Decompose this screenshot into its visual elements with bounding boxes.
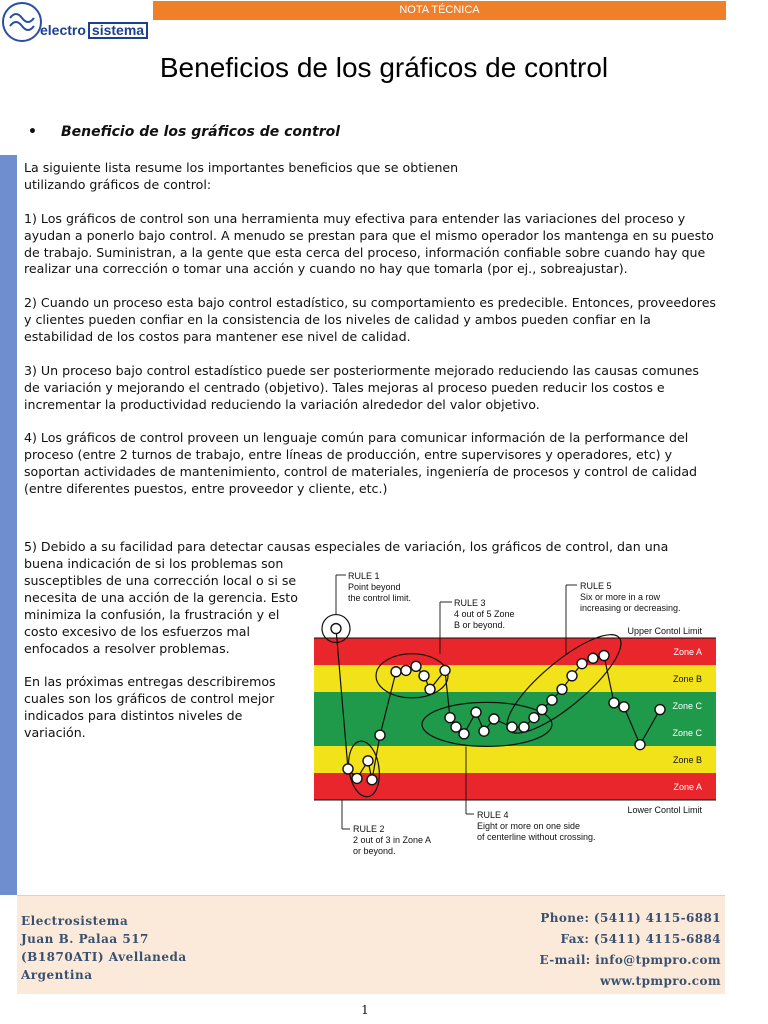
- rule4-text-3: of centerline without crossing.: [477, 832, 596, 842]
- data-point-24: [557, 684, 567, 694]
- rule3-text-1: RULE 3: [454, 598, 486, 608]
- footer-contact: [539, 908, 721, 992]
- footer-street: Juan B. Palaa 517: [21, 932, 149, 946]
- footer-country: Argentina: [21, 968, 93, 982]
- wrapped-text-column: [24, 556, 306, 759]
- rule2-text-2: 2 out of 3 in Zone A: [353, 835, 432, 845]
- rule2-text-3: or beyond.: [353, 846, 396, 856]
- page-number: 1: [361, 1003, 369, 1017]
- header-banner: NOTA TÉCNICA: [153, 1, 726, 20]
- data-point-11: [425, 684, 435, 694]
- rule4-text-2: Eight or more on one side: [477, 821, 581, 831]
- data-point-25: [567, 671, 577, 681]
- lower-limit-label: Lower Contol Limit: [627, 805, 702, 815]
- rule5-text-1: RULE 5: [580, 581, 612, 591]
- benefit-2: 2) Cuando un proceso esta bajo control estadístico, su comportamiento es predecible. Entonces, proveedores y clientes pueden confiar en la consistencia de los niveles de calidad y ambos pueden confiar en la estabilidad de los costos para mantener ese nivel de calidad.: [24, 295, 716, 345]
- zone-label-5: Zone B: [672, 755, 702, 765]
- rule5-text-2: Six or more in a row: [580, 592, 661, 602]
- logo-emblem: [2, 2, 42, 42]
- data-point-8: [401, 665, 411, 675]
- zone-band-1: [314, 638, 716, 665]
- rule4-text-1: RULE 4: [477, 810, 509, 820]
- data-point-5: [367, 775, 377, 785]
- data-point-19: [507, 722, 517, 732]
- benefit-5-first-line: 5) Debido a su facilidad para detectar causas especiales de variación, los gráficos de control, dan una: [24, 539, 669, 554]
- data-point-9: [411, 661, 421, 671]
- data-point-10: [419, 671, 429, 681]
- bullet-dot: •: [28, 124, 37, 140]
- upper-limit-label: Upper Contol Limit: [627, 626, 702, 636]
- data-point-28: [599, 651, 609, 661]
- data-point-1: [331, 624, 341, 634]
- footer: [17, 896, 725, 994]
- data-point-2: [343, 764, 353, 774]
- rule2-text-1: RULE 2: [353, 824, 385, 834]
- footer-fax: Fax: (5411) 4115-6884: [560, 932, 721, 946]
- data-point-30: [619, 702, 629, 712]
- zone-label-4: Zone C: [672, 728, 702, 738]
- closing-paragraph: En las próximas entregas describiremos cuales son los gráficos de control mejor indicados para distintos niveles de variación.: [24, 674, 276, 741]
- intro-paragraph: La siguiente lista resume los importantes beneficios que se obtienen utilizando gráficos de control:: [24, 160, 459, 192]
- data-point-3: [352, 773, 362, 783]
- company-logo: [2, 2, 152, 46]
- zone-band-2: [314, 665, 716, 692]
- section-heading-text: Beneficio de los gráficos de control: [60, 124, 341, 140]
- rule5-text-3: increasing or decreasing.: [580, 603, 681, 613]
- control-chart: [312, 562, 722, 872]
- rule3-text-2: 4 out of 5 Zone: [454, 609, 515, 619]
- rule1-text-3: the control limit.: [348, 593, 412, 603]
- data-point-13: [445, 713, 455, 723]
- data-point-22: [537, 705, 547, 715]
- logo-word-electro: electro: [40, 22, 86, 38]
- data-point-20: [519, 722, 529, 732]
- logo-wordmark: [40, 22, 148, 39]
- benefit-4: 4) Los gráficos de control proveen un lenguaje común para comunicar información de la performance del proceso (entre 2 turnos de trabajo, entre líneas de producción, entre supervisores y operadores, etc) y soportan actividades de mantenimiento, control de materiales, ingeniería de procesos y control de calidad (entre diferentes puestos, entre proveedor y cliente, etc.): [24, 430, 698, 497]
- benefit-1: 1) Los gráficos de control son una herramienta muy efectiva para entender las variaciones del proceso y ayudan a ponerlo bajo control. A menudo se prestan para que el mismo operador los mantenga en su puesto de trabajo. Suministran, a la gente que esta cerca del proceso, información confiable sobre cuando hay que realizar una corrección o tomar una acción y cuando no hay que tomarla (por ej., sobreajustar).: [24, 210, 714, 277]
- data-point-6: [375, 730, 385, 740]
- zone-label-3: Zone C: [672, 701, 702, 711]
- section-heading: [28, 124, 340, 140]
- data-point-27: [588, 653, 598, 663]
- article-body: [24, 160, 716, 515]
- data-point-29: [609, 698, 619, 708]
- data-point-23: [547, 695, 557, 705]
- rule3-text-3: B or beyond.: [454, 620, 506, 630]
- data-point-16: [471, 707, 481, 717]
- data-point-32: [655, 705, 665, 715]
- footer-email[interactable]: E-mail: info@tpmpro.com: [539, 953, 721, 967]
- benefit-3: 3) Un proceso bajo control estadístico puede ser posteriormente mejorado reduciendo las causas comunes de variación y mejorando el centrado (objetivo). Tales mejoras al proceso pueden reducir los costos e incrementar la productividad reduciendo la variación alrededor del valor objetivo.: [24, 362, 699, 412]
- footer-company: Electrosistema: [21, 914, 129, 928]
- benefit-5-rest: buena indicación de si los problemas son susceptibles de una corrección local o si se necesita de una acción de la gerencia. Esto minimiza la confusión, la frustración y el costo excesivo de los esfuerzos mal enfocados a resolver problemas.: [24, 556, 298, 656]
- footer-city: (B1870ATI) Avellaneda: [21, 950, 187, 964]
- data-point-31: [635, 740, 645, 750]
- zone-label-1: Zone A: [673, 647, 702, 657]
- rule1-text-1: RULE 1: [348, 571, 380, 581]
- rule1-text-2: Point beyond: [348, 582, 401, 592]
- logo-word-sistema: sistema: [88, 22, 148, 39]
- left-accent-bar: [0, 155, 17, 895]
- data-point-12: [440, 665, 450, 675]
- data-point-4: [363, 756, 373, 766]
- footer-website[interactable]: www.tpmpro.com: [600, 974, 721, 988]
- page-title: Beneficios de los gráficos de control: [159, 52, 609, 83]
- data-point-7: [391, 667, 401, 677]
- zone-label-6: Zone A: [673, 782, 702, 792]
- data-point-18: [489, 714, 499, 724]
- data-point-21: [529, 713, 539, 723]
- data-point-17: [479, 726, 489, 736]
- data-point-15: [459, 729, 469, 739]
- zone-label-2: Zone B: [672, 674, 702, 684]
- data-point-26: [577, 659, 587, 669]
- footer-phone: Phone: (5411) 4115-6881: [540, 911, 721, 925]
- footer-address: [21, 912, 187, 984]
